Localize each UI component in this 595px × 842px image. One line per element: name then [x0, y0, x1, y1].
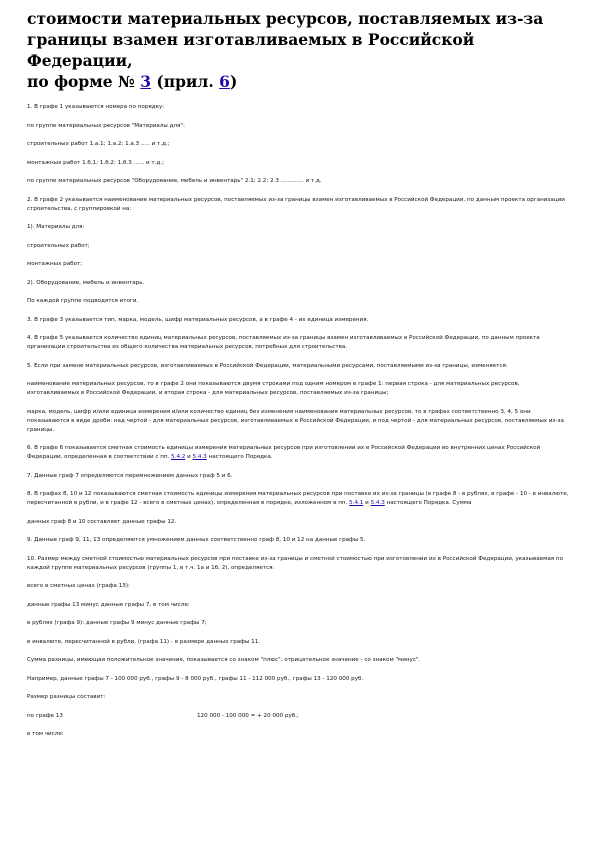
- paragraph: 9. Данные граф 9, 11, 13 определяются умножением данных соответственно граф 8, 10 и 12 на данные графы 5.: [27, 537, 366, 543]
- p8-and: и: [363, 500, 371, 506]
- calc-value: 120 000 - 100 000 = + 20 000 руб.;: [197, 712, 299, 719]
- ref-link-5-4-1[interactable]: 5.4.1: [349, 500, 364, 506]
- title-line-2: границы взамен изготавливаемых в Российской Федерации,: [27, 30, 475, 70]
- p8-tail: настоящего Порядка. Сумма: [384, 500, 472, 506]
- paragraph: 4. В графе 5 указывается количество единиц материальных ресурсов, поставляемых из-за границы взамен изготавливаемых в Российской Федерации, по данным проекта организации строительства из общего количества материальных ресурсов, потребных для строительства.: [27, 335, 540, 350]
- paragraph-7: 7. Данные граф 7 определяются перемножением данных граф 5 и 6.: [27, 472, 233, 479]
- paragraph: 2. В графе 2 указывается наименование материальных ресурсов, поставляемых из-за границы взамен изготавливаемых в Российской Федерации, по данным проекта организации строительства, с группировкой на:: [27, 196, 565, 212]
- calc-row: [27, 712, 572, 721]
- paragraph-last: в том числе:: [27, 731, 64, 737]
- title-line-3-mid: (прил.: [151, 72, 220, 91]
- paragraph: в инвалюте, пересчитанной в рубли, (графа 11) - в размере данных графы 11.: [27, 638, 261, 645]
- paragraph: Сумма разницы, имеющая положительное значение, показывается со знаком "плюс", отрицательное значение - со знаком "минус".: [27, 657, 421, 663]
- ref-link-5-4-3[interactable]: 5.4.3: [192, 454, 207, 460]
- paragraph: по группе материальных ресурсов "Материалы для":: [27, 122, 185, 129]
- paragraph: 1). Материалы для:: [27, 224, 85, 230]
- p6-text: 6. В графе 6 показывается сметная стоимость единицы измерения материальных ресурсов при изготовлении их в Российской Федерации во внутренних ценах Российской Федерации, определенная в соответствии с пп.: [27, 445, 541, 460]
- paragraph: строительных работ;: [27, 242, 90, 249]
- paragraph: 2). Оборудование, мебель и инвентарь.: [27, 279, 145, 286]
- paragraph: монтажных работ;: [27, 261, 83, 267]
- paragraph: строительных работ 1.а.1; 1.а.2; 1.а.3 ..... и т.д.;: [27, 141, 170, 147]
- title-line-3-suffix: ): [229, 72, 238, 91]
- document-page: [27, 8, 572, 749]
- paragraph: 1. В графе 1 указываются номера по порядку:: [27, 104, 165, 110]
- p6-tail: настоящего Порядка.: [206, 454, 273, 460]
- paragraph: наименование материальных ресурсов, то в графе 2 они показываются двумя строками под одним номером в графе 1: первая строка - для материальных ресурсов, изготавливаемых в Российской Федерации, и вторая строка - для материальных ресурсов, поставляемых из-за границы;: [27, 381, 520, 396]
- calc-label: по графе 13: [27, 712, 63, 719]
- paragraph: марка, модель, шифр и/или единица измерения и/или количество единиц без изменения наименования материальных ресурсов, то в графах соответственно 3, 4, 5 они показываются в виде дроби: над чертой - для материальных ресурсов, изготавливаемых в Российской Федерации, и под чертой - для материальных ресурсов, поставляемых из-за границы.: [27, 408, 564, 433]
- title-line-3-prefix: по форме №: [27, 72, 141, 91]
- paragraph: в рублях (графа 9): данные графы 9 минус данные графы 7;: [27, 620, 207, 626]
- appendix-link[interactable]: 6: [219, 72, 230, 91]
- paragraph: Например, данные графы 7 - 100 000 руб., графы 9 - 8 000 руб., графы 11 - 112 000 руб., графы 13 - 120 000 руб.: [27, 675, 364, 682]
- paragraph: по группе материальных ресурсов "Оборудование, мебель и инвентарь" 2.1; 2.2; 2.3 ............. и т.д.: [27, 178, 322, 184]
- ref-link-5-4-3b[interactable]: 5.4.3: [370, 500, 385, 506]
- paragraph: 3. В графе 3 указывается тип, марка, модель, шифр материальных ресурсов, а в графе 4 - их единица измерения.: [27, 316, 369, 323]
- p8-text: 8. В графах 8, 10 и 12 показываются сметная стоимость единицы измерения материальных ресурсов при поставке их из-за границы (в графе 8 - в рублях, в графе - 10 - в инвалюте, пересчитанной в рубли, и в графе 12 - всего в сметных ценах), определенная в порядке, изложенном в пп.: [27, 491, 569, 506]
- paragraph: всего в сметных ценах (графа 13):: [27, 583, 130, 589]
- paragraph-6: [27, 444, 572, 462]
- paragraph: Размер разницы составит:: [27, 694, 106, 700]
- paragraph: монтажных работ 1.б.1; 1.б.2; 1.б.3 ...... и т.д.;: [27, 159, 164, 166]
- page-title: [27, 8, 572, 92]
- paragraph-8: [27, 490, 572, 508]
- paragraph: 5. Если при замене материальных ресурсов, изготавливаемых в Российской Федерации, материальными ресурсами, поставляемыми из-за границы, изменяется:: [27, 362, 508, 369]
- paragraph: данных граф 8 и 10 составляет данные графы 12.: [27, 518, 177, 525]
- p6-and: и: [185, 454, 193, 460]
- paragraph: 10. Размер между сметной стоимостью материальных ресурсов при поставке из-за границы и сметной стоимостью при изготовлении их в Российской Федерации, указываемая по каждой группе материальных ресурсов (группы 1, в т.ч. 1а и 1б, 2), определяется:: [27, 555, 563, 571]
- ref-link-5-4-2[interactable]: 5.4.2: [171, 454, 186, 460]
- title-line-1: стоимости материальных ресурсов, поставляемых из-за: [27, 9, 544, 28]
- paragraph: данные графы 13 минус данные графы 7, в том числе:: [27, 601, 190, 608]
- paragraph: По каждой группе подводятся итоги.: [27, 298, 139, 304]
- form-number-link[interactable]: 3: [140, 72, 151, 91]
